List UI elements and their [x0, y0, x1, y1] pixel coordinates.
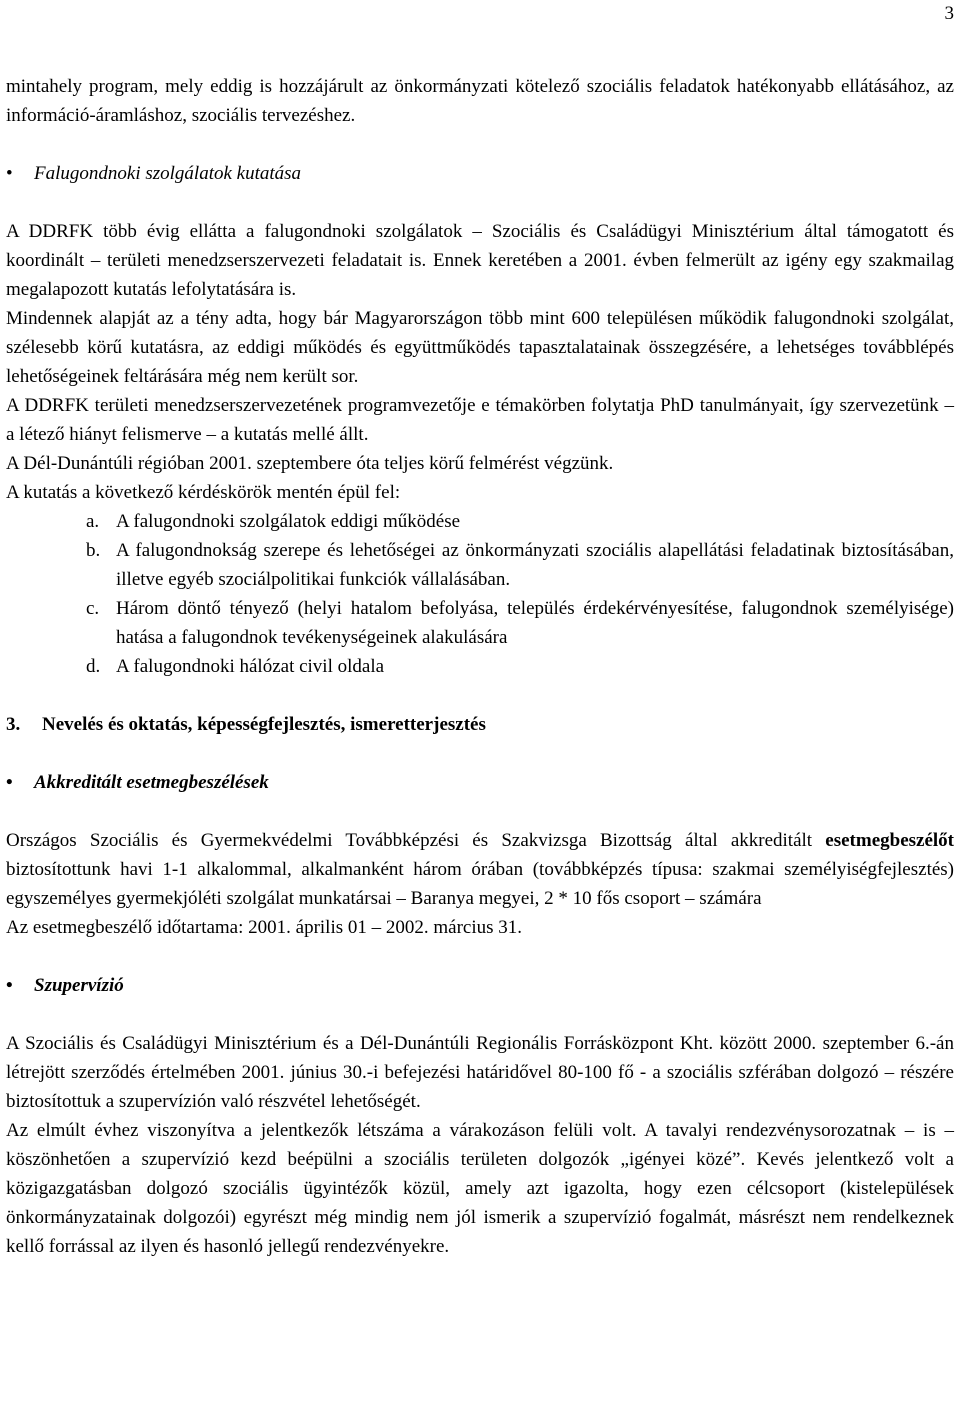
bullet-heading-text: Falugondnoki szolgálatok kutatása — [34, 163, 302, 184]
paragraph-ddrfk-tasks: A DDRFK több évig ellátta a falugondnoki szolgálatok – Szociális és Családügyi Minisztérium által támogatott és koordinált – területi menedzserszervezeti feladatait is. Ennek keretében a 2001. évben felmerült az igény egy szakmailag megalapozott kutatás lefolytatására is. — [6, 221, 954, 300]
list-item-letter: d. — [86, 656, 101, 677]
spacer — [6, 1000, 954, 1029]
list-item — [6, 536, 954, 594]
paragraph-contract: A Szociális és Családügyi Minisztérium és a Dél-Dunántúli Regionális Forrásközpont Kht. között 2000. szeptember 6.-án létrejött szerződés értelmében 2001. június 30.-i befejezési határidővel 80-100 fő - a szociális szférában dolgozó – részére biztosítottuk a szupervízión való részvétel lehetőségét. — [6, 1033, 954, 1112]
bullet-icon: • — [6, 163, 13, 184]
spacer — [6, 188, 954, 217]
bullet-icon: • — [6, 975, 13, 996]
bullet-heading-szupervizio — [6, 971, 954, 1000]
spacer — [6, 942, 954, 971]
spacer — [6, 681, 954, 710]
bullet-heading-text: Szupervízió — [34, 975, 124, 996]
list-item-text: Három döntő tényező (helyi hatalom befolyása, település érdekérvényesítése, falugondnok személyisége) hatása a falugondnok tevékenységeinek alakulására — [116, 598, 954, 648]
research-topics-list — [6, 507, 954, 681]
list-item — [6, 652, 954, 681]
page-number: 3 — [944, 3, 954, 24]
list-item — [6, 594, 954, 652]
list-item-letter: b. — [86, 540, 101, 561]
spacer — [6, 739, 954, 768]
intro-paragraph: mintahely program, mely eddig is hozzájárult az önkormányzati kötelező szociális feladatok hatékonyabb ellátásához, az információ-áramláshoz, szociális tervezéshez. — [6, 76, 954, 126]
paragraph-basis: Mindennek alapját az a tény adta, hogy bár Magyarországon több mint 600 településen működik falugondnoki szolgálat, szélesebb körű kutatásra, az eddigi működés és együttműködés tapasztalatainak összegzésére, a lehetséges továbblépés lehetőségeinek feltárására még nem került sor. — [6, 308, 954, 387]
paragraph-text: Országos Szociális és Gyermekvédelmi Továbbképzési és Szakvizsga Bizottság által akkreditált — [6, 830, 826, 851]
section-heading — [6, 710, 954, 739]
paragraph-survey: A Dél-Dunántúli régióban 2001. szeptembere óta teljes körű felmérést végzünk. — [6, 453, 614, 474]
list-item-text: A falugondnokság szerepe és lehetőségei az önkormányzati szociális alapellátási feladatinak biztosításában, illetve egyéb szociálpolitikai funkciók vállalásában. — [116, 540, 954, 590]
list-item-letter: c. — [86, 598, 100, 619]
document-body — [6, 72, 954, 1261]
spacer — [6, 130, 954, 159]
bullet-heading-falugondnoki — [6, 159, 954, 188]
bullet-heading-text: Akkreditált esetmegbeszélések — [34, 772, 269, 793]
list-item-letter: a. — [86, 511, 100, 532]
paragraph-accredited — [6, 826, 954, 913]
bullet-heading-esetmegbeszelesek — [6, 768, 954, 797]
paragraph-phd: A DDRFK területi menedzserszervezetének programvezetője e témakörben folytatja PhD tanulmányait, így szervezetünk – a létező hiányt felismerve – a kutatás mellé állt. — [6, 395, 954, 445]
section-title: Nevelés és oktatás, képességfejlesztés, ismeretterjesztés — [42, 714, 486, 735]
paragraph-applicants: Az elmúlt évhez viszonyítva a jelentkezők létszáma a várakozáson felüli volt. A tavalyi rendezvénysorozatnak – is – köszönhetően a szupervízió kezd beépülni a szociális területen dolgozók „igényei közé”. Kevés jelentkező volt a közigazgatásban dolgozó szociális ügyintézők közül, amely azt igazolta, hogy ezen célcsoport (kistelepülések önkormányzatainak dolgozói) egyrészt még mindig nem jól ismerik a szupervízió fogalmát, másrészt nem rendelkeznek kellő forrással az ilyen és hasonló jellegű rendezvényekre. — [6, 1120, 954, 1257]
list-item-text: A falugondnoki hálózat civil oldala — [116, 656, 385, 677]
list-item — [6, 507, 954, 536]
paragraph-duration: Az esetmegbeszélő időtartama: 2001. április 01 – 2002. március 31. — [6, 917, 523, 938]
emphasis-esetmegbeszelot: esetmegbeszélőt — [825, 830, 954, 851]
bullet-icon: • — [6, 772, 13, 793]
list-item-text: A falugondnoki szolgálatok eddigi működése — [116, 511, 461, 532]
paragraph-text: biztosítottunk havi 1-1 alkalommal, alkalmanként három órában (továbbképzés típusa: szakmai személyiségfejlesztés) egyszemélyes gyermekjóléti szolgálat munkatársai – Baranya megyei, 2 * 10 fős csoport – számára — [6, 859, 954, 909]
section-number: 3. — [6, 714, 21, 735]
spacer — [6, 797, 954, 826]
paragraph-questions-intro: A kutatás a következő kérdéskörök mentén épül fel: — [6, 482, 401, 503]
